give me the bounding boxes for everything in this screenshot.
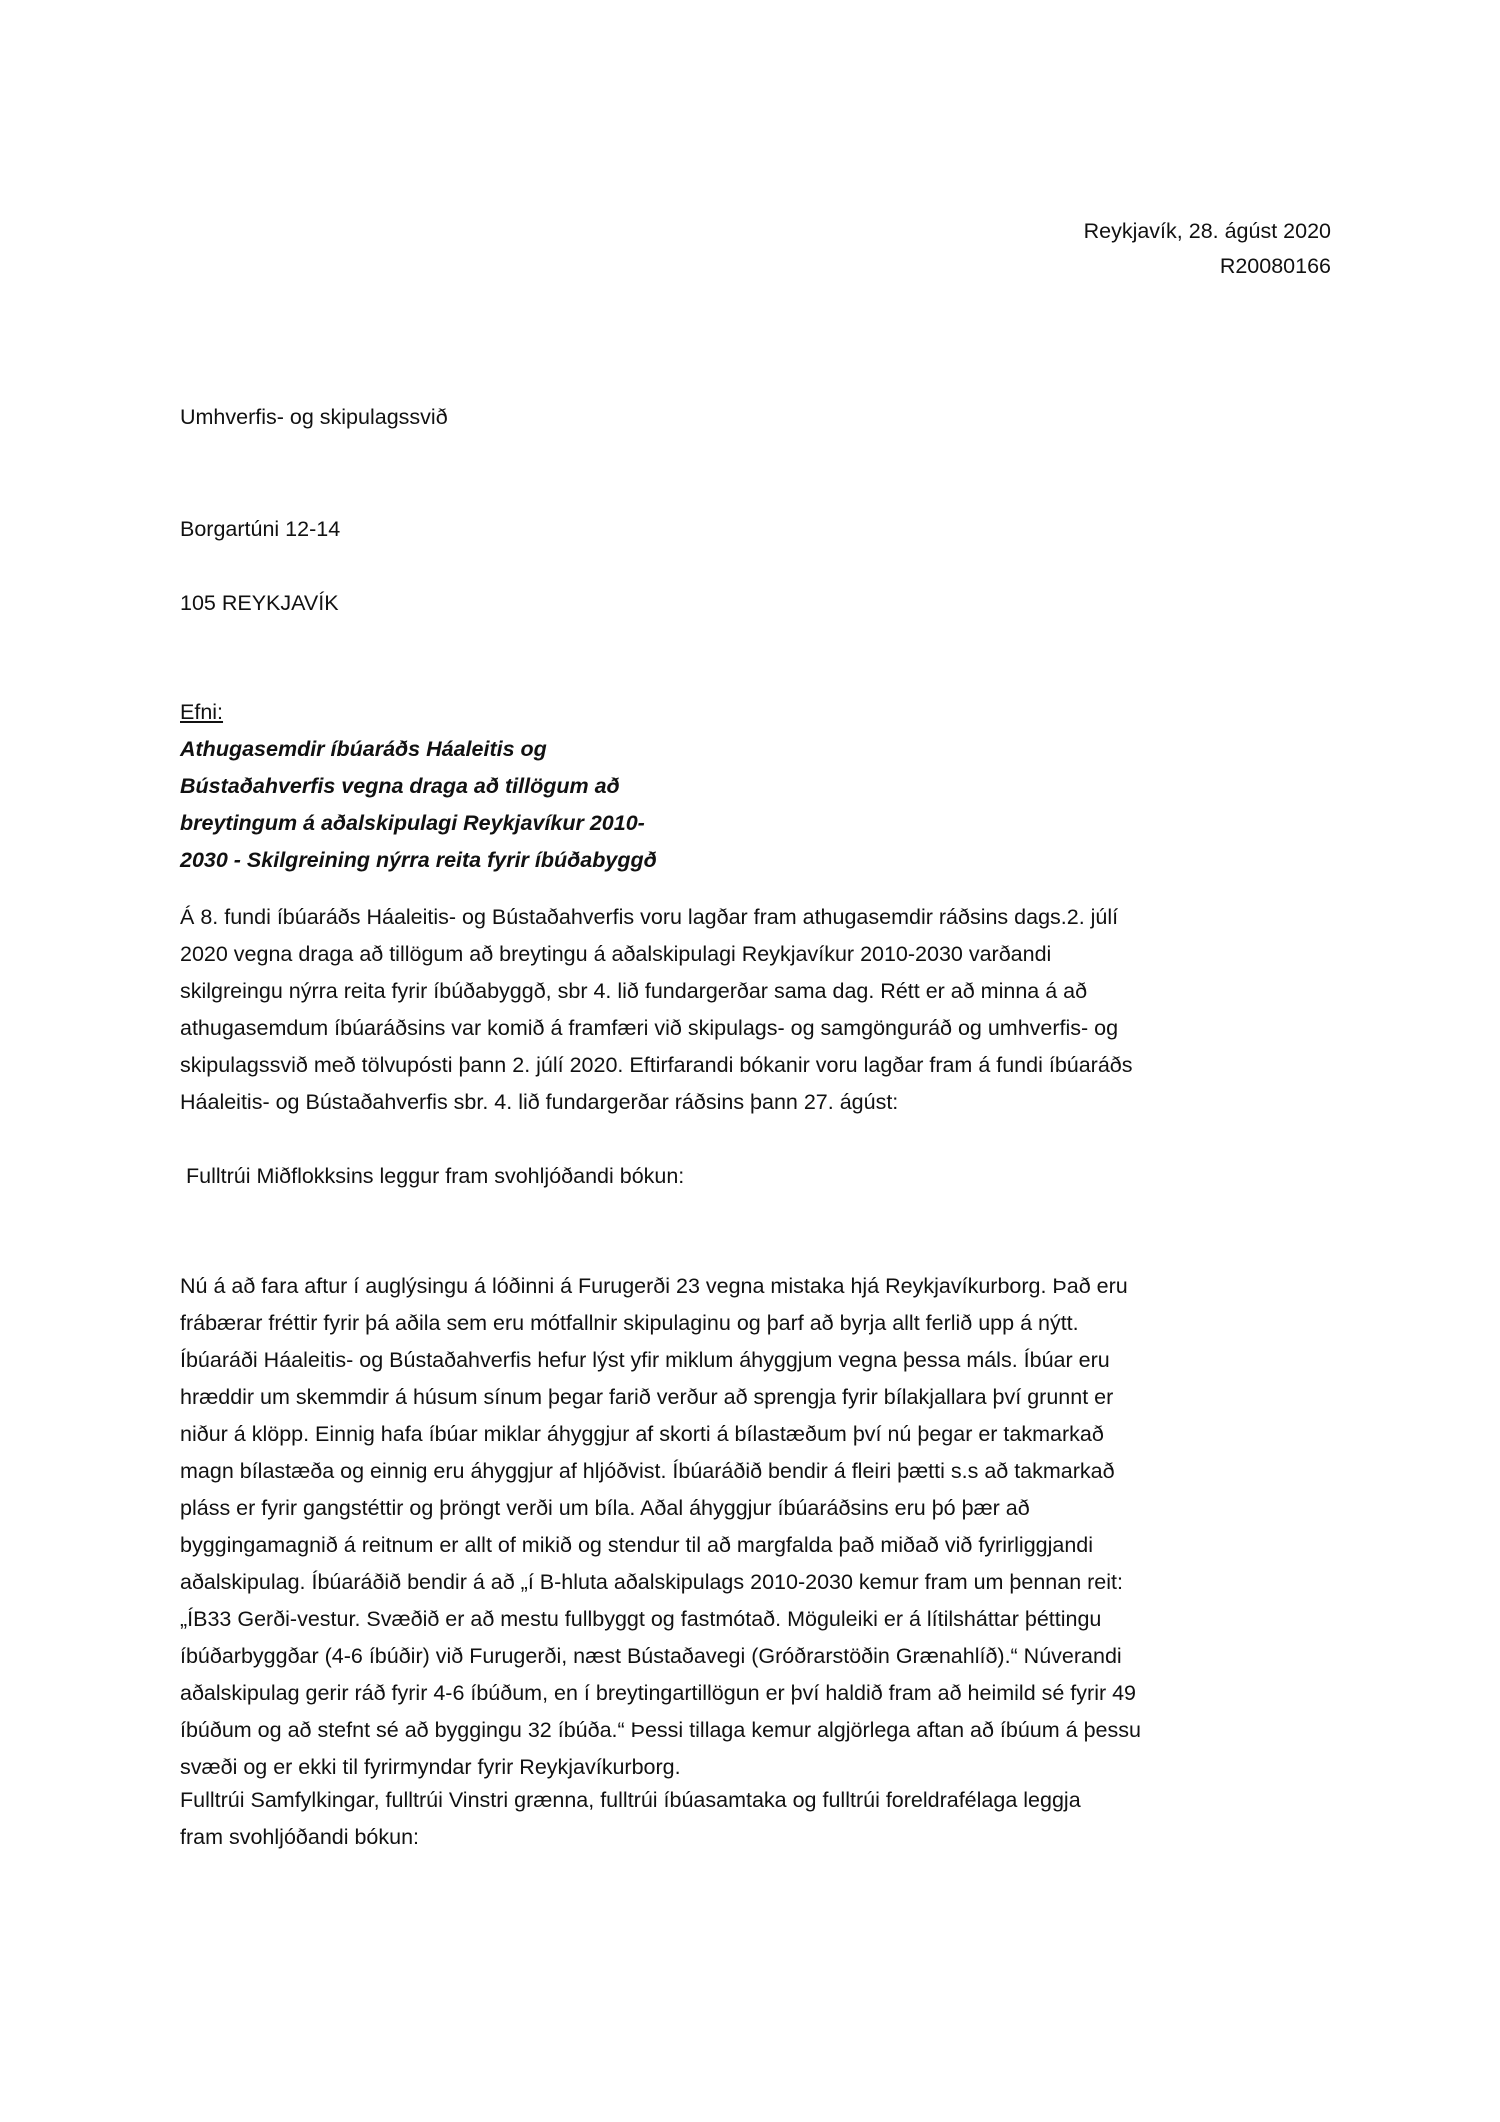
intro-paragraph	[180, 899, 1133, 1121]
text-line: niður á klöpp. Einnig hafa íbúar miklar áhyggjur af skorti á bílastæðum því nú þegar er takmarkað	[180, 1422, 1104, 1446]
recipient-name: Umhverfis- og skipulagssvið	[180, 405, 448, 429]
recipient-city: 105 REYKJAVÍK	[180, 591, 339, 615]
letter-header	[1084, 214, 1331, 284]
text-line: Íbúaráði Háaleitis- og Bústaðahverfis hefur lýst yfir miklum áhyggjum vegna þessa máls. Íbúar eru	[180, 1348, 1110, 1372]
text-line: 2020 vegna draga að tillögum að breytingu á aðalskipulagi Reykjavíkur 2010-2030 varðandi	[180, 942, 1052, 966]
booking2-intro	[180, 1782, 1081, 1856]
subject-block	[180, 694, 657, 879]
text-line: svæði og er ekki til fyrirmyndar fyrir Reykjavíkurborg.	[180, 1755, 681, 1779]
subject-line: 2030 - Skilgreining nýrra reita fyrir íbúðabyggð	[180, 848, 657, 872]
text-line: magn bílastæða og einnig eru áhyggjur af hljóðvist. Íbúaráðið bendir á fleiri þætti s.s að takmarkað	[180, 1459, 1115, 1483]
text-line: skipulagssvið með tölvupósti þann 2. júlí 2020. Eftirfarandi bókanir voru lagðar fram á fundi íbúaráðs	[180, 1053, 1133, 1077]
text-line: fram svohljóðandi bókun:	[180, 1825, 420, 1849]
reference-number: R20080166	[1219, 254, 1331, 278]
letter-date: Reykjavík, 28. ágúst 2020	[1083, 219, 1331, 243]
text-line: athugasemdum íbúaráðsins var komið á framfæri við skipulags- og samgönguráð og umhverfis- og	[180, 1016, 1119, 1040]
text-line: Háaleitis- og Bústaðahverfis sbr. 4. lið fundargerðar ráðsins þann 27. ágúst:	[180, 1090, 899, 1114]
text-line: íbúðarbyggðar (4-6 íbúðir) við Furugerði, næst Bústaðavegi (Gróðrarstöðin Grænahlíð).“ Núverandi	[180, 1644, 1122, 1668]
text-line: „ÍB33 Gerði-vestur. Svæðið er að mestu fullbyggt og fastmótað. Möguleiki er á lítilsháttar þéttingu	[180, 1607, 1102, 1631]
booking1-intro: Fulltrúi Miðflokksins leggur fram svohljóðandi bókun:	[180, 1164, 685, 1188]
subject-line: Athugasemdir íbúaráðs Háaleitis og	[180, 737, 547, 761]
text-line: aðalskipulag gerir ráð fyrir 4-6 íbúðum, en í breytingartillögun er því haldið fram að heimild sé fyrir 49	[180, 1681, 1137, 1705]
subject-line: breytingum á aðalskipulagi Reykjavíkur 2010-	[180, 811, 645, 835]
text-line: aðalskipulag. Íbúaráðið bendir á að „í B-hluta aðalskipulags 2010-2030 kemur fram um þennan reit:	[180, 1570, 1123, 1594]
text-line: Nú á að fara aftur í auglýsingu á lóðinni á Furugerði 23 vegna mistaka hjá Reykjavíkurborg. Það eru	[180, 1274, 1128, 1298]
subject-label: Efni:	[180, 700, 224, 724]
subject-line: Bústaðahverfis vegna draga að tillögum að	[180, 774, 620, 798]
text-line: Fulltrúi Samfylkingar, fulltrúi Vinstri grænna, fulltrúi íbúasamtaka og fulltrúi foreldrafélaga leggja	[180, 1788, 1081, 1812]
text-line: pláss er fyrir gangstéttir og þröngt verði um bíla. Aðal áhyggjur íbúaráðsins eru þó þær að	[180, 1496, 1030, 1520]
text-line: Á 8. fundi íbúaráðs Háaleitis- og Bústaðahverfis voru lagðar fram athugasemdir ráðsins dags.2. júlí	[180, 905, 1119, 929]
text-line: íbúðum og að stefnt sé að byggingu 32 íbúða.“ Þessi tillaga kemur algjörlega aftan að íbúum á þessu	[180, 1718, 1141, 1742]
text-line: skilgreingu nýrra reita fyrir íbúðabyggð, sbr 4. lið fundargerðar sama dag. Rétt er að minna á að	[180, 979, 1088, 1003]
text-line: frábærar fréttir fyrir þá aðila sem eru mótfallnir skipulaginu og þarf að byrja allt ferlið upp á nýtt.	[180, 1311, 1079, 1335]
text-line: byggingamagnið á reitnum er allt of mikið og stendur til að margfalda það miðað við fyrirliggjandi	[180, 1533, 1094, 1557]
text-line: hræddir um skemmdir á húsum sínum þegar farið verður að sprengja fyrir bílakjallara því grunnt er	[180, 1385, 1114, 1409]
recipient-street: Borgartúni 12-14	[180, 517, 341, 541]
booking1-text	[180, 1268, 1141, 1786]
